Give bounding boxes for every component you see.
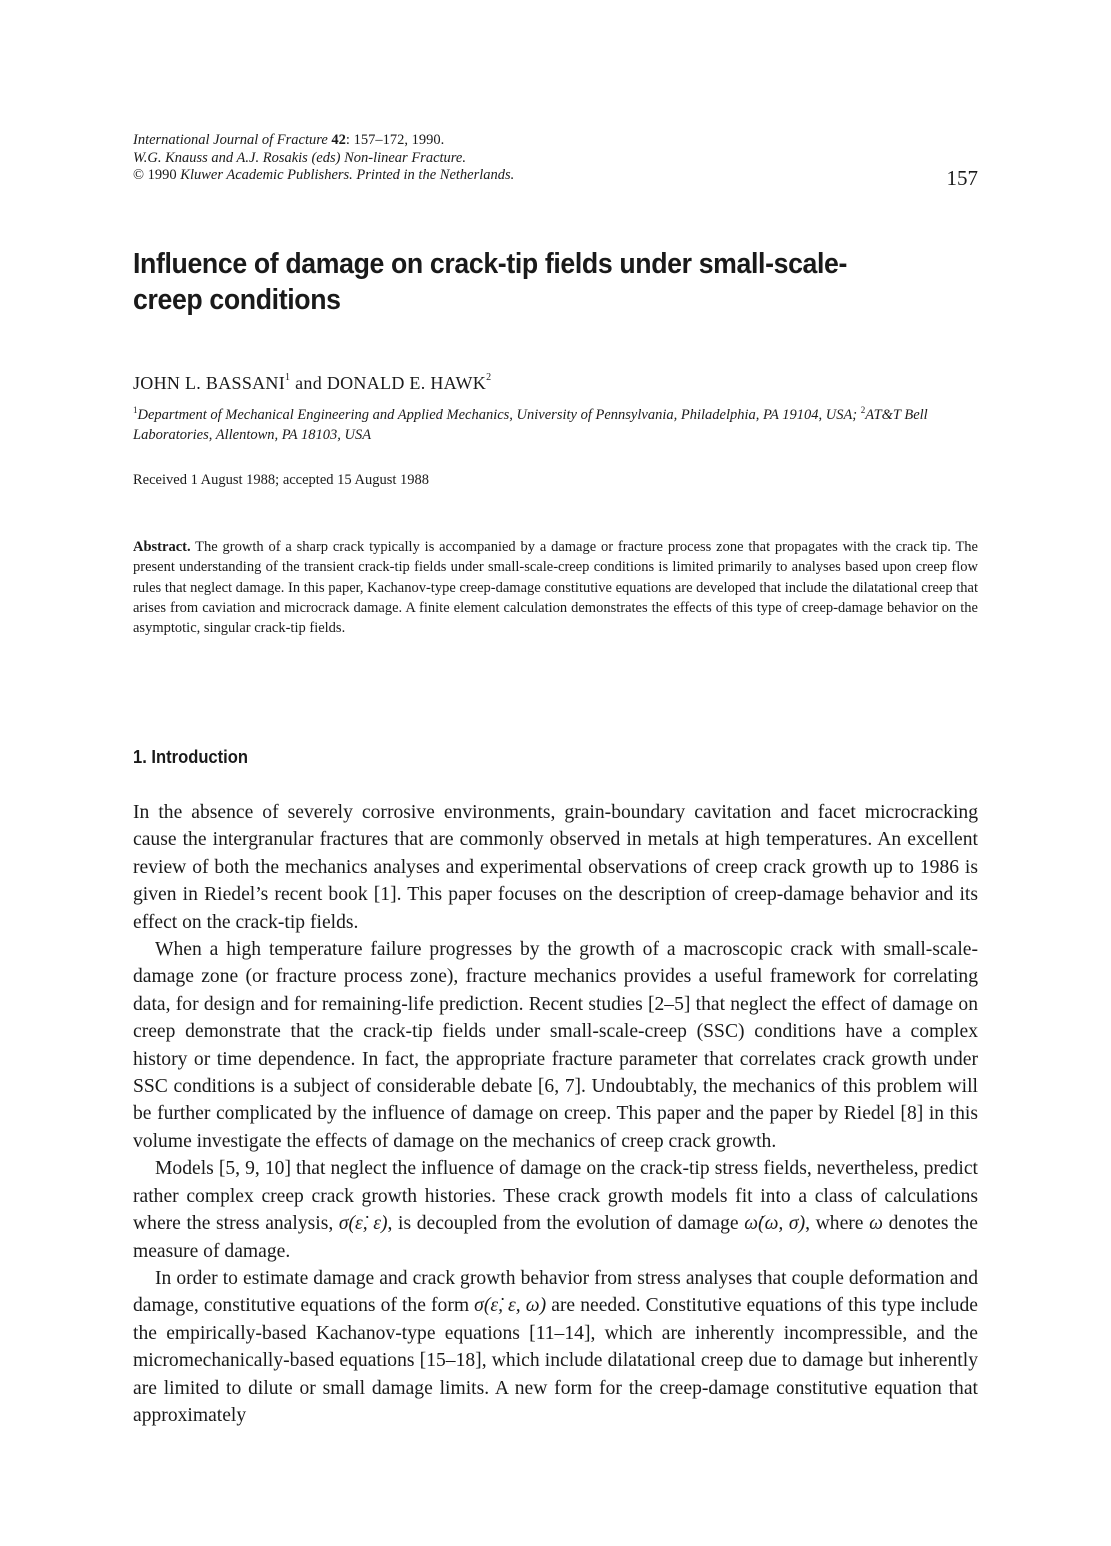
volume-title: Non-linear Fracture. — [344, 149, 466, 166]
affiliation-2-mark: 2 — [860, 405, 866, 415]
editors: W.G. Knauss and A.J. Rosakis (eds) — [133, 149, 345, 166]
affiliation-2: AT&T Bell Laboratories, Allentown, PA 18103, USA — [133, 406, 928, 443]
paper-title: Influence of damage on crack-tip fields under small-scale-creep conditions — [133, 248, 848, 316]
author-1: JOHN L. BASSANI — [133, 373, 286, 393]
editors-line — [133, 150, 978, 168]
body-text — [133, 799, 978, 1429]
abstract-label: Abstract. — [133, 539, 191, 555]
citation-line — [133, 132, 978, 150]
copyright-line — [133, 167, 978, 185]
running-header — [133, 132, 978, 185]
author-2-mark: 2 — [486, 372, 492, 383]
page-range: : 157–172, 1990. — [345, 132, 445, 148]
equation-damage-rate: ω̇(ω, σ) — [744, 1213, 806, 1235]
page-number: 157 — [946, 166, 978, 190]
equation-stress: σ(ε̇, ε) — [338, 1213, 388, 1235]
copyright-year: 1990 — [144, 167, 181, 183]
paragraph-3-text-a: Models [5, 9, 10] that neglect the influence of damage on the crack-tip stress fields, nevertheless, predict rather complex creep crack growth histories. These crack growth models fit into a class of calculations where the stress analysis, — [133, 1158, 978, 1235]
affiliation-1: Department of Mechanical Engineering and Applied Mechanics, University of Pennsylvania, Philadelphia, PA 19104, USA; — [137, 406, 861, 423]
paragraph-4-text-b: are needed. Constitutive equations of this type include the empirically-based Kachanov-type equations [11–14], which are inherently incompressible, and the micromechanically-based equations [15–18], which include dilatational creep due to damage but inherently are limited to dilute or small damage limits. A new form for the creep-damage constitutive equation that approximately — [133, 1295, 978, 1426]
equation-constitutive: σ(ε̇, ε, ω) — [474, 1295, 547, 1317]
author-line — [133, 373, 491, 394]
affiliation-1-mark: 1 — [133, 405, 138, 415]
abstract-text: The growth of a sharp crack typically is accompanied by a damage or fracture process zone that propagates with the crack tip. The present understanding of the transient crack-tip fields under small-scale-creep conditions is limited primarily to analyses based upon creep flow rules that neglect damage. In this paper, Kachanov-type creep-damage constitutive equations are developed that include the dilatational creep that arises from caviation and microcrack damage. A finite element calculation demonstrates the effects of this type of creep-damage behavior on the asymptotic, singular crack-tip fields. — [133, 539, 978, 637]
author-2: DONALD E. HAWK — [326, 373, 487, 393]
copyright-symbol: © — [133, 167, 145, 183]
section-heading: 1. Introduction — [133, 747, 248, 767]
paragraph-3-text-c: , where — [805, 1213, 870, 1235]
paragraph-2: When a high temperature failure progresses by the growth of a macroscopic crack with small-scale-damage zone (or fracture process zone), fracture mechanics provides a useful framework for correlating data, for design and for remaining-life prediction. Recent studies [2–5] that neglect the effect of damage on creep demonstrate that the crack-tip fields under small-scale-creep (SSC) conditions have a complex history or time dependence. In fact, the appropriate fracture parameter that correlates crack growth under SSC conditions is a subject of considerable debate [6, 7]. Undoubtably, the mechanics of this problem will be further complicated by the influence of damage on creep. This paper and the paper by Riedel [8] in this volume investigate the effects of damage on the mechanics of creep crack growth. — [133, 939, 978, 1152]
affiliations — [133, 400, 963, 445]
paragraph-4 — [133, 1265, 978, 1429]
volume-number: 42 — [331, 132, 346, 148]
received-dates: Received 1 August 1988; accepted 15 August 1988 — [133, 472, 429, 488]
paragraph-3-text-b: , is decoupled from the evolution of damage — [387, 1213, 745, 1235]
abstract — [133, 537, 978, 638]
author-conjunction: and — [290, 373, 327, 393]
author-1-mark: 1 — [285, 372, 291, 383]
symbol-omega: ω — [869, 1213, 883, 1235]
paragraph-4-text-a: In order to estimate damage and crack growth behavior from stress analyses that couple deformation and damage, constitutive equations of the form — [133, 1267, 978, 1317]
journal-name: International Journal of Fracture — [133, 132, 328, 148]
publisher: Kluwer Academic Publishers. Printed in the Netherlands. — [180, 167, 515, 183]
paragraph-3 — [133, 1155, 978, 1265]
paragraph-3-text-d: denotes the measure of damage. — [133, 1213, 978, 1262]
paragraph-1: In the absence of severely corrosive environments, grain-boundary cavitation and facet microcracking cause the intergranular fractures that are commonly observed in metals at high temperatures. An excellent review of both the mechanics analyses and experimental observations of creep crack growth up to 1986 is given in Riedel’s recent book [1]. This paper focuses on the description of creep-damage behavior and its effect on the crack-tip fields. — [133, 802, 978, 933]
